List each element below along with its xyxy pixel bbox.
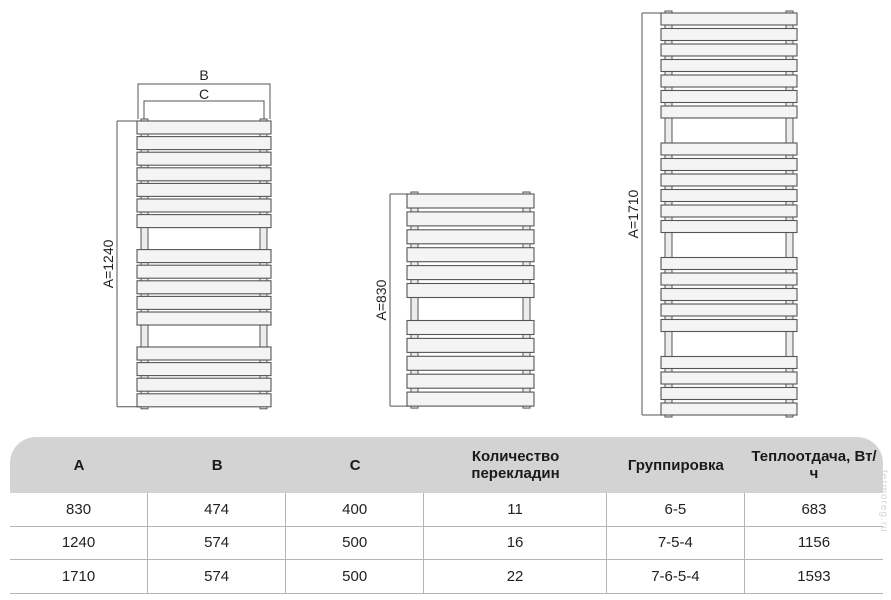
height-label: A=1240 <box>100 239 116 289</box>
table-row <box>10 560 883 594</box>
crossbar <box>137 347 271 360</box>
cell-b: 574 <box>148 560 286 594</box>
crossbar <box>137 394 271 407</box>
crossbar <box>661 221 797 233</box>
header-b: B <box>148 437 286 493</box>
crossbar <box>661 143 797 155</box>
height-label: A=1710 <box>625 189 641 239</box>
crossbar <box>661 60 797 72</box>
crossbar <box>407 338 534 352</box>
crossbar <box>661 106 797 118</box>
cell-heat-output: 683 <box>745 493 883 527</box>
crossbar <box>407 392 534 406</box>
crossbar <box>661 205 797 217</box>
crossbar <box>407 194 534 208</box>
crossbar <box>661 372 797 384</box>
crossbar <box>137 363 271 376</box>
crossbar <box>661 44 797 56</box>
crossbar <box>661 159 797 171</box>
crossbar <box>137 281 271 294</box>
header-c: C <box>286 437 424 493</box>
cell-b: 574 <box>148 527 286 561</box>
crossbar <box>661 273 797 285</box>
table-row <box>10 527 883 561</box>
cell-c: 500 <box>286 560 424 594</box>
cell-grouping: 7-6-5-4 <box>607 560 745 594</box>
cell-c: 500 <box>286 527 424 561</box>
crossbar <box>137 378 271 391</box>
cell-heat-output: 1156 <box>745 527 883 561</box>
crossbar <box>661 357 797 369</box>
radiator-1240 <box>100 67 271 409</box>
crossbar <box>407 230 534 244</box>
watermark: termoreg.ru <box>878 470 889 533</box>
header-a: A <box>10 437 148 493</box>
crossbar <box>661 304 797 316</box>
cell-a: 1240 <box>10 527 148 561</box>
crossbar <box>661 75 797 87</box>
header-grouping: Группировка <box>607 437 745 493</box>
crossbar <box>137 312 271 325</box>
crossbar <box>661 289 797 301</box>
cell-grouping: 7-5-4 <box>607 527 745 561</box>
cell-bar-count: 11 <box>424 493 607 527</box>
crossbar <box>137 250 271 263</box>
crossbar <box>137 121 271 134</box>
cell-a: 1710 <box>10 560 148 594</box>
crossbar <box>407 266 534 280</box>
crossbar <box>407 321 534 335</box>
crossbar <box>661 388 797 400</box>
crossbar <box>137 152 271 165</box>
spec-table <box>10 437 883 594</box>
crossbar <box>137 183 271 196</box>
crossbar <box>137 265 271 278</box>
crossbar <box>407 248 534 262</box>
cell-b: 474 <box>148 493 286 527</box>
crossbar <box>661 190 797 202</box>
width-c-label: C <box>198 86 210 102</box>
cell-a: 830 <box>10 493 148 527</box>
header-bar-count: Количество перекладин <box>424 437 607 493</box>
height-label: A=830 <box>373 279 389 321</box>
crossbar <box>407 356 534 370</box>
width-b-label: B <box>199 67 209 83</box>
crossbar <box>661 29 797 41</box>
crossbar <box>407 212 534 226</box>
table-row <box>10 493 883 527</box>
crossbar <box>407 374 534 388</box>
cell-bar-count: 22 <box>424 560 607 594</box>
crossbar <box>661 174 797 186</box>
crossbar <box>137 168 271 181</box>
table-header-row <box>10 437 883 493</box>
radiator-1710 <box>625 11 797 417</box>
width-c-bracket <box>144 101 264 119</box>
crossbar <box>661 258 797 270</box>
radiator-830 <box>373 192 534 408</box>
crossbar <box>661 91 797 103</box>
crossbar <box>661 403 797 415</box>
crossbar <box>661 13 797 25</box>
crossbar <box>137 137 271 150</box>
cell-c: 400 <box>286 493 424 527</box>
crossbar <box>407 284 534 298</box>
cell-bar-count: 16 <box>424 527 607 561</box>
cell-grouping: 6-5 <box>607 493 745 527</box>
header-heat-output: Теплоотдача, Вт/ч <box>745 437 883 493</box>
crossbar <box>137 296 271 309</box>
crossbar <box>661 320 797 332</box>
crossbar <box>137 199 271 212</box>
crossbar <box>137 215 271 228</box>
cell-heat-output: 1593 <box>745 560 883 594</box>
